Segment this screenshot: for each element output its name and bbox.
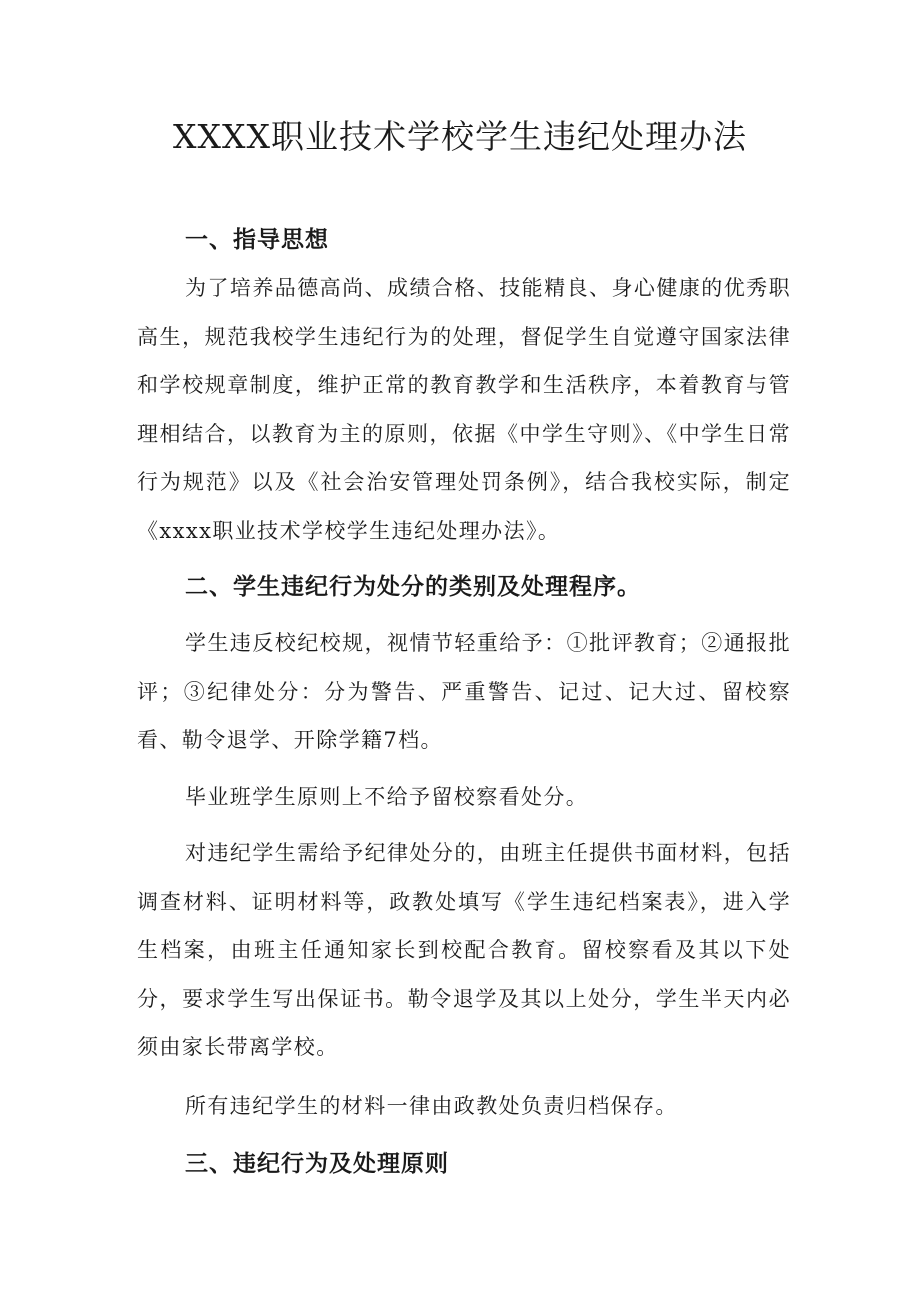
paragraph: 为了培养品德高尚、成绩合格、技能精良、身心健康的优秀职高生，规范我校学生违纪行为的处理，督促学生自觉遵守国家法律和学校规章制度，维护正常的教育教学和生活秩序，本着教育与管理相结合，以教育为主的原则，依据《中学生守则》、《中学生日常行为规范》以及《社会治安管理处罚条例》，结合我校实际，制定《xxxx职业技术学校学生违纪处理办法》。	[137, 276, 791, 543]
paragraph: 学生违反校纪校规，视情节轻重给予：①批评教育；②通报批评；③纪律处分：分为警告、严重警告、记过、记大过、留校察看、勒令退学、开除学籍7档。	[137, 631, 791, 752]
section-heading: 一、指导思想	[185, 227, 329, 253]
section-discipline-categories	[137, 563, 791, 1130]
paragraph: 毕业班学生原则上不给予留校察看处分。	[185, 784, 589, 809]
section-heading: 二、学生违纪行为处分的类别及处理程序。	[185, 574, 641, 600]
paragraph: 对违纪学生需给予纪律处分的，由班主任提供书面材料，包括调查材料、证明材料等，政教处填写《学生违纪档案表》，进入学生档案，由班主任通知家长到校配合教育。留校察看及其以下处分，要求学生写出保证书。勒令退学及其以上处分，学生半天内必须由家长带离学校。	[137, 841, 791, 1059]
section-guiding-ideology	[137, 216, 791, 555]
section-heading: 三、违纪行为及处理原则	[185, 1151, 449, 1177]
section-violations-principles	[137, 1140, 791, 1188]
document-body	[137, 216, 791, 1188]
paragraph: 所有违纪学生的材料一律由政教处负责归档保存。	[185, 1093, 678, 1118]
document-title: XXXX职业技术学校学生违纪处理办法	[173, 117, 747, 156]
